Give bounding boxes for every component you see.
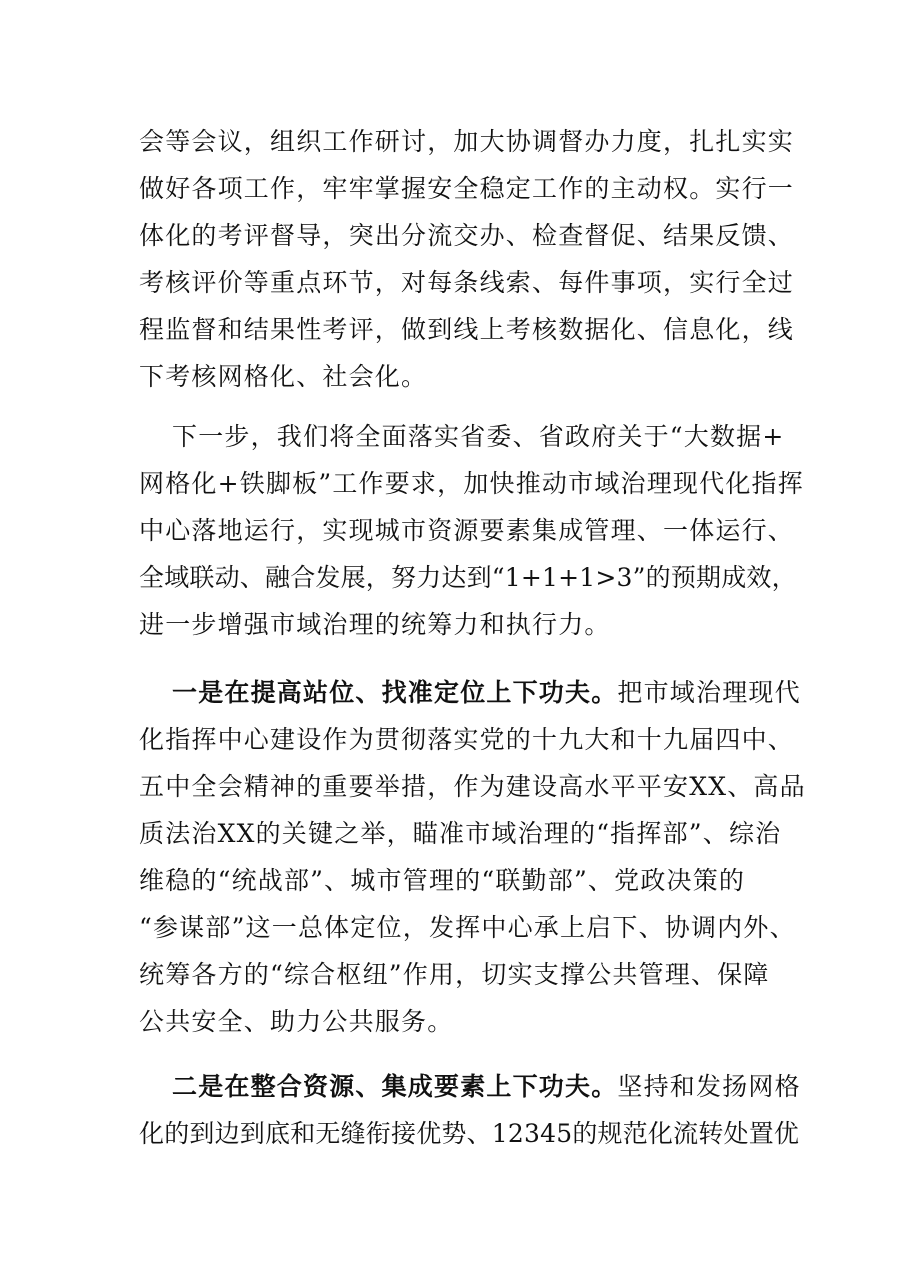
paragraph-4-line-2: 化的到边到底和无缝衔接优势、12345的规范化流转处置优 — [139, 1119, 800, 1148]
paragraph-2-line-3: 中心落地运行，实现城市资源要素集成管理、一体运行、 — [139, 516, 795, 545]
paragraph-2-line-1: 下一步，我们将全面落实省委、省政府关于“大数据+ — [172, 422, 785, 451]
paragraph-3-line-6: “参谋部”这一总体定位，发挥中心承上启下、协调内外、 — [139, 913, 796, 942]
paragraph-3-line-3: 五中全会精神的重要举措，作为建设高水平平安XX、高品 — [139, 772, 806, 801]
paragraph-1-line-6: 下考核网格化、社会化。 — [139, 362, 428, 391]
paragraph-1-line-4: 考核评价等重点环节，对每条线索、每件事项，实行全过 — [139, 268, 795, 297]
paragraph-1-line-5: 程监督和结果性考评，做到线上考核数据化、信息化，线 — [139, 315, 795, 344]
paragraph-3-line-5: 维稳的“统战部”、城市管理的“联勤部”、党政决策的 — [139, 866, 746, 895]
paragraph-2-line-2: 网格化+铁脚板”工作要求，加快推动市域治理现代化指挥 — [139, 469, 804, 498]
paragraph-3-line-8: 公共安全、助力公共服务。 — [139, 1007, 454, 1036]
paragraph-1-line-2: 做好各项工作，牢牢掌握安全稳定工作的主动权。实行一 — [139, 174, 795, 203]
paragraph-3-line-1 — [172, 669, 801, 717]
paragraph-3-line-2: 化指挥中心建设作为贯彻落实党的十九大和十九届四中、 — [139, 725, 795, 754]
paragraph-1-line-1: 会等会议，组织工作研讨，加大协调督办力度，扎扎实实 — [139, 127, 795, 156]
paragraph-1-line-3: 体化的考评督导，突出分流交办、检查督促、结果反馈、 — [139, 221, 795, 250]
paragraph-3-first-line-rest: 把市域治理现代 — [617, 678, 801, 707]
paragraph-3-line-7: 统筹各方的“综合枢纽”作用，切实支撑公共管理、保障 — [139, 960, 770, 989]
paragraph-4-heading: 二是在整合资源、集成要素上下功夫。 — [172, 1072, 618, 1101]
paragraph-4-first-line-rest: 坚持和发扬网格 — [617, 1072, 801, 1101]
paragraph-2-line-5: 进一步增强市域治理的统筹力和执行力。 — [139, 610, 611, 639]
paragraph-3-line-4: 质法治XX的关键之举，瞄准市域治理的“指挥部”、综治 — [139, 819, 782, 848]
paragraph-2-line-4: 全域联动、融合发展，努力达到“1+1+1>3”的预期成效， — [139, 563, 797, 592]
paragraph-3-heading: 一是在提高站位、找准定位上下功夫。 — [172, 678, 618, 707]
paragraph-4-line-1 — [172, 1063, 801, 1111]
